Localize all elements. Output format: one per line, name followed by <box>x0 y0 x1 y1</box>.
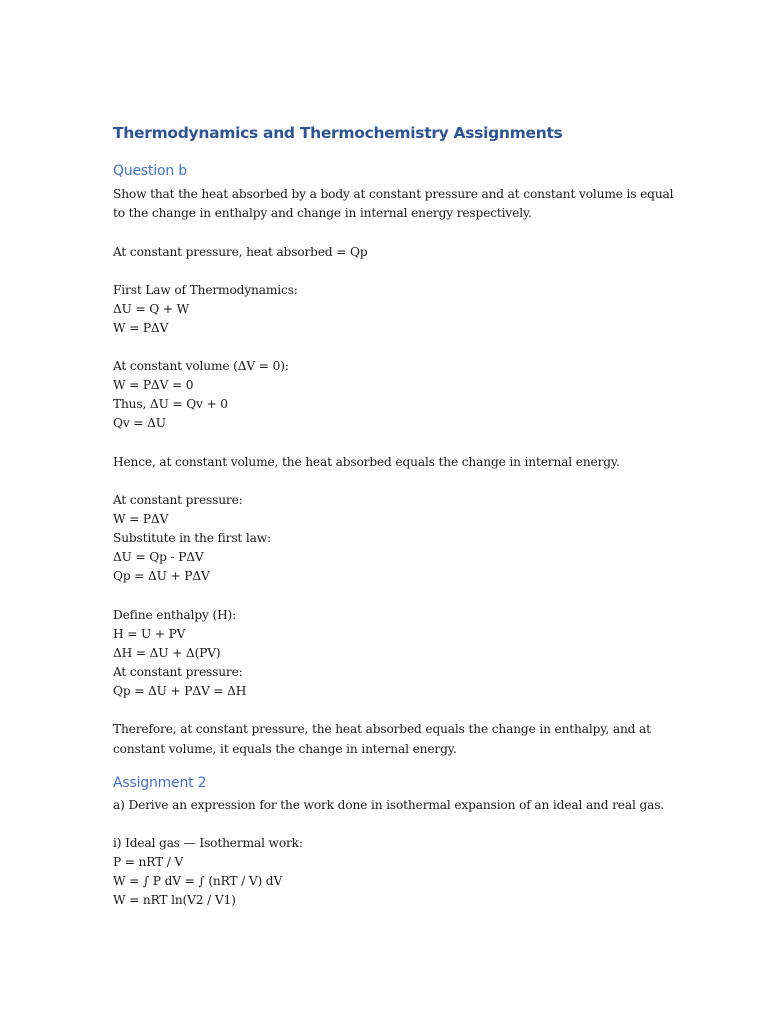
equation-line: Qp = ΔU + PΔV = ΔH <box>113 684 247 698</box>
body-line: Hence, at constant volume, the heat absorbed equals the change in internal energy. <box>113 455 620 469</box>
equation-line: W = ∫ P dV = ∫ (nRT / V) dV <box>113 874 283 888</box>
section-heading-question-b: Question b <box>113 163 187 179</box>
equation-line: W = PΔV <box>113 512 169 526</box>
equation-line: W = PΔV = 0 <box>113 378 194 392</box>
body-line: Define enthalpy (H): <box>113 608 237 622</box>
body-line: At constant pressure: <box>113 493 243 507</box>
equation-line: Qp = ΔU + PΔV <box>113 569 210 583</box>
body-line: i) Ideal gas — Isothermal work: <box>113 836 303 850</box>
equation-line: Qv = ΔU <box>113 416 166 430</box>
equation-line: Thus, ΔU = Qv + 0 <box>113 397 228 411</box>
equation-line: ΔU = Qp - PΔV <box>113 550 204 564</box>
body-line: At constant volume (ΔV = 0): <box>113 359 289 373</box>
body-line: Substitute in the first law: <box>113 531 271 545</box>
equation-line: ΔH = ΔU + Δ(PV) <box>113 646 221 660</box>
section-heading-assignment-2: Assignment 2 <box>113 775 207 791</box>
body-line: to the change in enthalpy and change in internal energy respectively. <box>113 206 532 220</box>
body-line: First Law of Thermodynamics: <box>113 283 298 297</box>
document-title: Thermodynamics and Thermochemistry Assignments <box>113 124 563 142</box>
equation-line: W = PΔV <box>113 321 169 335</box>
equation-line: P = nRT / V <box>113 855 184 869</box>
body-line: At constant pressure: <box>113 665 243 679</box>
body-line: a) Derive an expression for the work done in isothermal expansion of an ideal and real gas. <box>113 798 665 812</box>
equation-line: ΔU = Q + W <box>113 302 190 316</box>
body-line: At constant pressure, heat absorbed = Qp <box>113 245 368 259</box>
equation-line: H = U + PV <box>113 627 186 641</box>
body-line: Show that the heat absorbed by a body at constant pressure and at constant volume is equal <box>113 187 674 201</box>
body-line: constant volume, it equals the change in internal energy. <box>113 742 457 756</box>
body-line: Therefore, at constant pressure, the heat absorbed equals the change in enthalpy, and at <box>113 722 651 736</box>
equation-line: W = nRT ln(V2 / V1) <box>113 893 236 907</box>
